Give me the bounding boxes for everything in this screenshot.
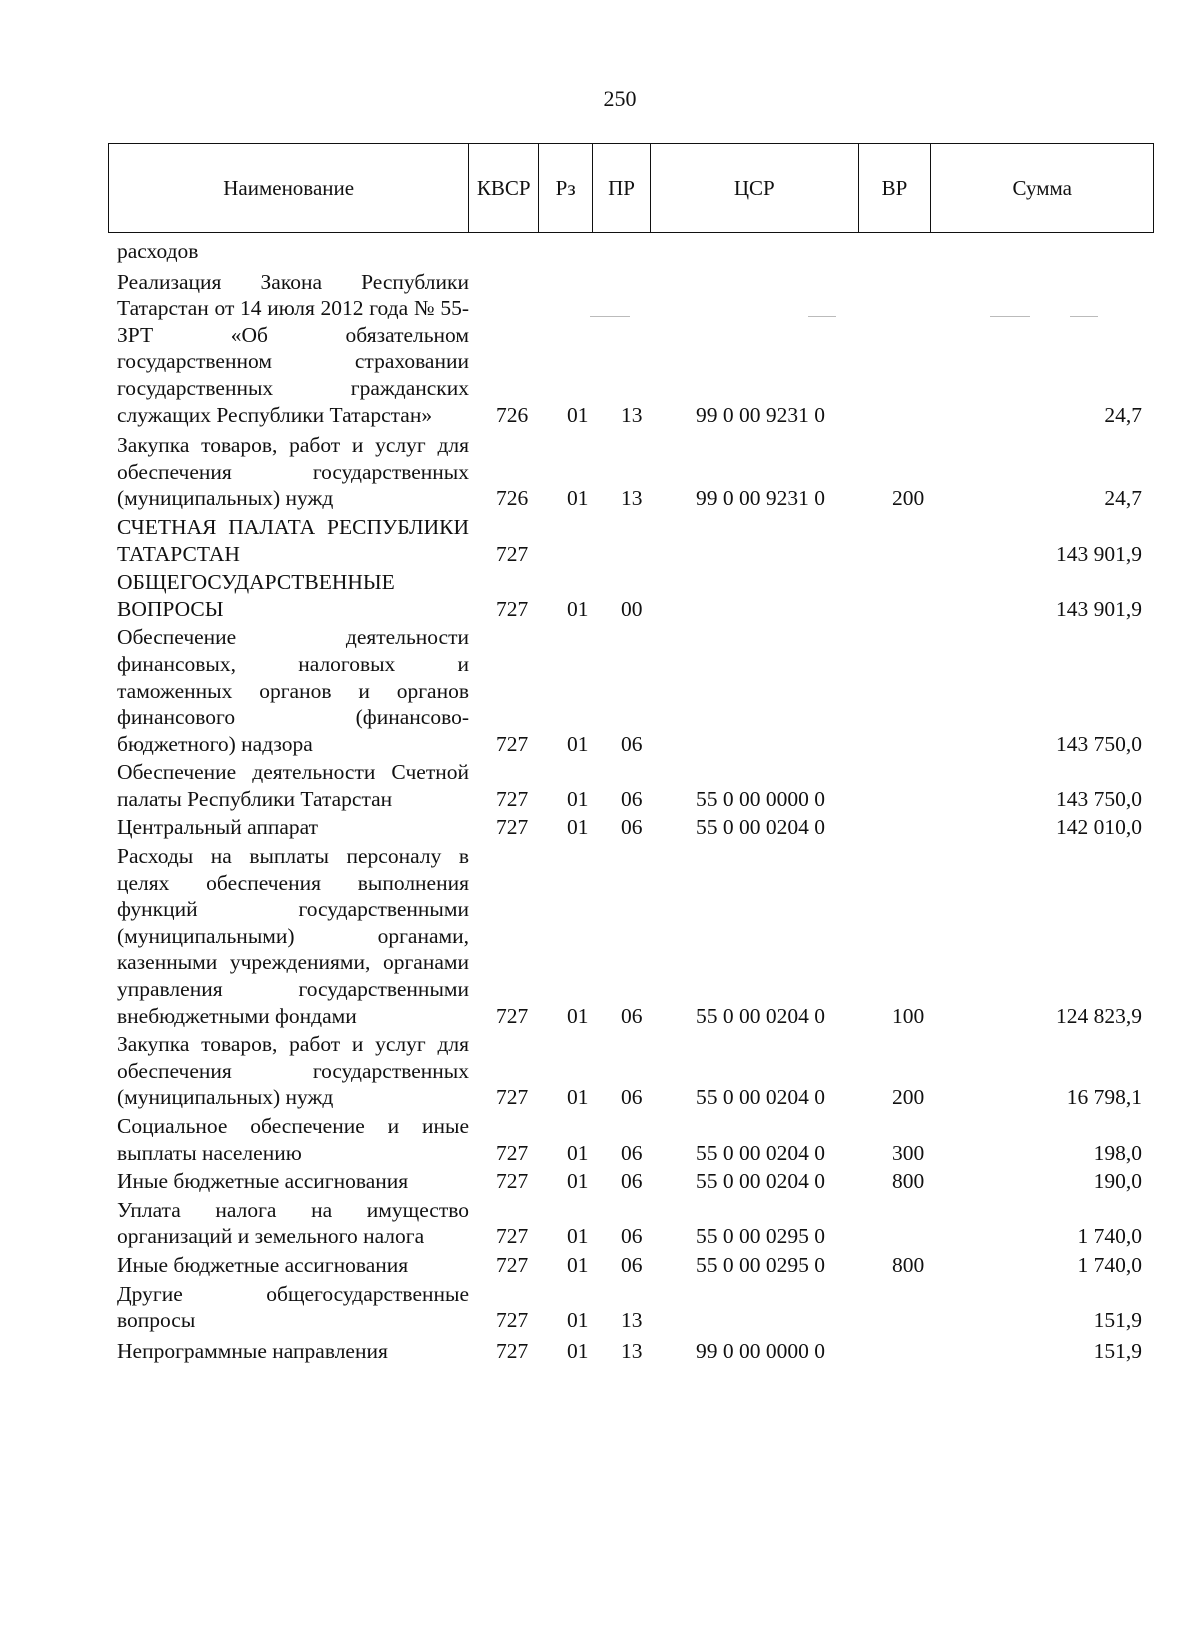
- table-row: [0, 1168, 1200, 1195]
- row-rz: 01: [567, 1169, 589, 1194]
- row-vr: 300: [892, 1140, 925, 1165]
- row-kvsr: 726: [496, 402, 529, 427]
- row-name: Реализация Закона Республики Татарстан от 14 июля 2012 года № 55-ЗРТ «Об обязательном государственном страховании государственных гражданских служащих Республики Татарстан»: [117, 269, 469, 427]
- row-pr: 06: [621, 1169, 643, 1194]
- row-pr: 13: [621, 1338, 643, 1363]
- row-kvsr: 727: [496, 815, 529, 840]
- row-kvsr: 727: [496, 731, 529, 756]
- row-rz: 01: [567, 1224, 589, 1249]
- row-name: Социальное обеспечение и иные выплаты населению: [117, 1114, 469, 1165]
- row-sum: 24,7: [1104, 486, 1142, 511]
- page-number: 250: [603, 86, 637, 111]
- row-rz: 01: [567, 1338, 589, 1363]
- row-kvsr: 727: [496, 786, 529, 811]
- row-name: Закупка товаров, работ и услуг для обеспечения государственных (муниципальных) нужд: [117, 433, 469, 511]
- table-row: [0, 1338, 1200, 1365]
- header-csr: ЦСР: [651, 144, 859, 232]
- row-name: расходов: [117, 239, 199, 263]
- row-sum: 124 823,9: [1056, 1003, 1142, 1028]
- table-row: [0, 843, 1200, 1029]
- row-vr: 800: [892, 1252, 925, 1277]
- row-kvsr: 727: [496, 541, 529, 566]
- row-csr: 99 0 00 0000 0: [696, 1338, 825, 1363]
- row-name: СЧЕТНАЯ ПАЛАТА РЕСПУБЛИКИ ТАТАРСТАН: [117, 514, 469, 566]
- row-kvsr: 727: [496, 1308, 529, 1333]
- row-pr: 06: [621, 731, 643, 756]
- row-rz: 01: [567, 402, 589, 427]
- table-row: [0, 814, 1200, 841]
- row-vr: 800: [892, 1169, 925, 1194]
- row-rz: 01: [567, 1308, 589, 1333]
- table-row: [0, 1113, 1200, 1166]
- row-pr: 13: [621, 486, 643, 511]
- header-rz: Рз: [539, 144, 593, 232]
- table-row: [0, 1281, 1200, 1334]
- table-row: [0, 624, 1200, 757]
- table-row: [0, 238, 1200, 265]
- row-name: ОБЩЕГОСУДАРСТВЕННЫЕ ВОПРОСЫ: [117, 570, 395, 621]
- row-kvsr: 727: [496, 1140, 529, 1165]
- row-pr: 06: [621, 1085, 643, 1110]
- row-kvsr: 726: [496, 486, 529, 511]
- row-pr: 06: [621, 786, 643, 811]
- row-name: Другие общегосударственные вопросы: [117, 1281, 469, 1333]
- row-kvsr: 727: [496, 1224, 529, 1249]
- row-rz: 01: [567, 1085, 589, 1110]
- row-sum: 1 740,0: [1077, 1252, 1142, 1277]
- row-vr: 200: [892, 486, 925, 511]
- row-rz: 01: [567, 731, 589, 756]
- row-csr: 55 0 00 0204 0: [696, 1140, 825, 1165]
- row-rz: 01: [567, 486, 589, 511]
- header-kvsr: КВСР: [469, 144, 539, 232]
- table-header: [108, 143, 1154, 233]
- row-kvsr: 727: [496, 1252, 529, 1277]
- row-pr: 00: [621, 596, 643, 621]
- row-csr: 55 0 00 0204 0: [696, 1169, 825, 1194]
- row-name: Расходы на выплаты персоналу в целях обеспечения выполнения функций государственными (муниципальными) органами, казенными учреждениями, органами управления государственными внебюджетными фондами: [117, 844, 469, 1028]
- row-pr: 06: [621, 1252, 643, 1277]
- row-rz: 01: [567, 786, 589, 811]
- row-name: Иные бюджетные ассигнования: [117, 1169, 409, 1194]
- table-body: [0, 238, 1200, 1364]
- table-row: [0, 432, 1200, 512]
- row-name: Непрограммные направления: [117, 1338, 388, 1363]
- row-rz: 01: [567, 1140, 589, 1165]
- row-csr: 55 0 00 0204 0: [696, 1003, 825, 1028]
- row-pr: 06: [621, 815, 643, 840]
- row-vr: 100: [892, 1003, 925, 1028]
- row-sum: 190,0: [1093, 1169, 1142, 1194]
- row-pr: 06: [621, 1140, 643, 1165]
- row-csr: 55 0 00 0295 0: [696, 1224, 825, 1249]
- row-vr: 200: [892, 1085, 925, 1110]
- header-vr: ВР: [859, 144, 932, 232]
- row-kvsr: 727: [496, 596, 529, 621]
- row-kvsr: 727: [496, 1003, 529, 1028]
- row-sum: 1 740,0: [1077, 1224, 1142, 1249]
- row-sum: 16 798,1: [1066, 1085, 1142, 1110]
- row-rz: 01: [567, 815, 589, 840]
- table-row: [0, 1031, 1200, 1111]
- table-row: [0, 1252, 1200, 1279]
- row-rz: 01: [567, 596, 589, 621]
- row-sum: 143 901,9: [1056, 596, 1142, 621]
- row-name: Уплата налога на имущество организаций и земельного налога: [117, 1197, 469, 1249]
- row-csr: 55 0 00 0295 0: [696, 1252, 825, 1277]
- row-pr: 13: [621, 1308, 643, 1333]
- row-rz: 01: [567, 1252, 589, 1277]
- table-row: [0, 1197, 1200, 1250]
- row-sum: 142 010,0: [1056, 815, 1142, 840]
- header-pr: ПР: [593, 144, 651, 232]
- row-sum: 24,7: [1104, 402, 1142, 427]
- row-csr: 99 0 00 9231 0: [696, 486, 825, 511]
- table-row: [0, 514, 1200, 567]
- row-sum: 151,9: [1093, 1308, 1142, 1333]
- row-name: Иные бюджетные ассигнования: [117, 1252, 409, 1277]
- row-name: Центральный аппарат: [117, 815, 319, 840]
- row-csr: 55 0 00 0000 0: [696, 786, 825, 811]
- row-kvsr: 727: [496, 1085, 529, 1110]
- header-name: Наименование: [109, 144, 469, 232]
- row-rz: 01: [567, 1003, 589, 1028]
- row-sum: 151,9: [1093, 1338, 1142, 1363]
- row-pr: 06: [621, 1003, 643, 1028]
- table-row: [0, 759, 1200, 812]
- row-csr: 99 0 00 9231 0: [696, 402, 825, 427]
- row-kvsr: 727: [496, 1338, 529, 1363]
- row-sum: 198,0: [1093, 1140, 1142, 1165]
- row-csr: 55 0 00 0204 0: [696, 1085, 825, 1110]
- header-sum: Сумма: [1012, 175, 1072, 200]
- row-pr: 13: [621, 402, 643, 427]
- row-pr: 06: [621, 1224, 643, 1249]
- table-row: [0, 569, 1200, 622]
- table-row: [0, 269, 1200, 429]
- row-csr: 55 0 00 0204 0: [696, 815, 825, 840]
- row-name: Закупка товаров, работ и услуг для обеспечения государственных (муниципальных) нужд: [117, 1032, 469, 1110]
- row-kvsr: 727: [496, 1169, 529, 1194]
- row-sum: 143 750,0: [1056, 786, 1142, 811]
- row-name: Обеспечение деятельности Счетной палаты Республики Татарстан: [117, 760, 469, 811]
- row-sum: 143 901,9: [1056, 541, 1142, 566]
- row-sum: 143 750,0: [1056, 731, 1142, 756]
- row-name: Обеспечение деятельности финансовых, налоговых и таможенных органов и органов финансового (финансово-бюджетного) надзора: [117, 625, 469, 756]
